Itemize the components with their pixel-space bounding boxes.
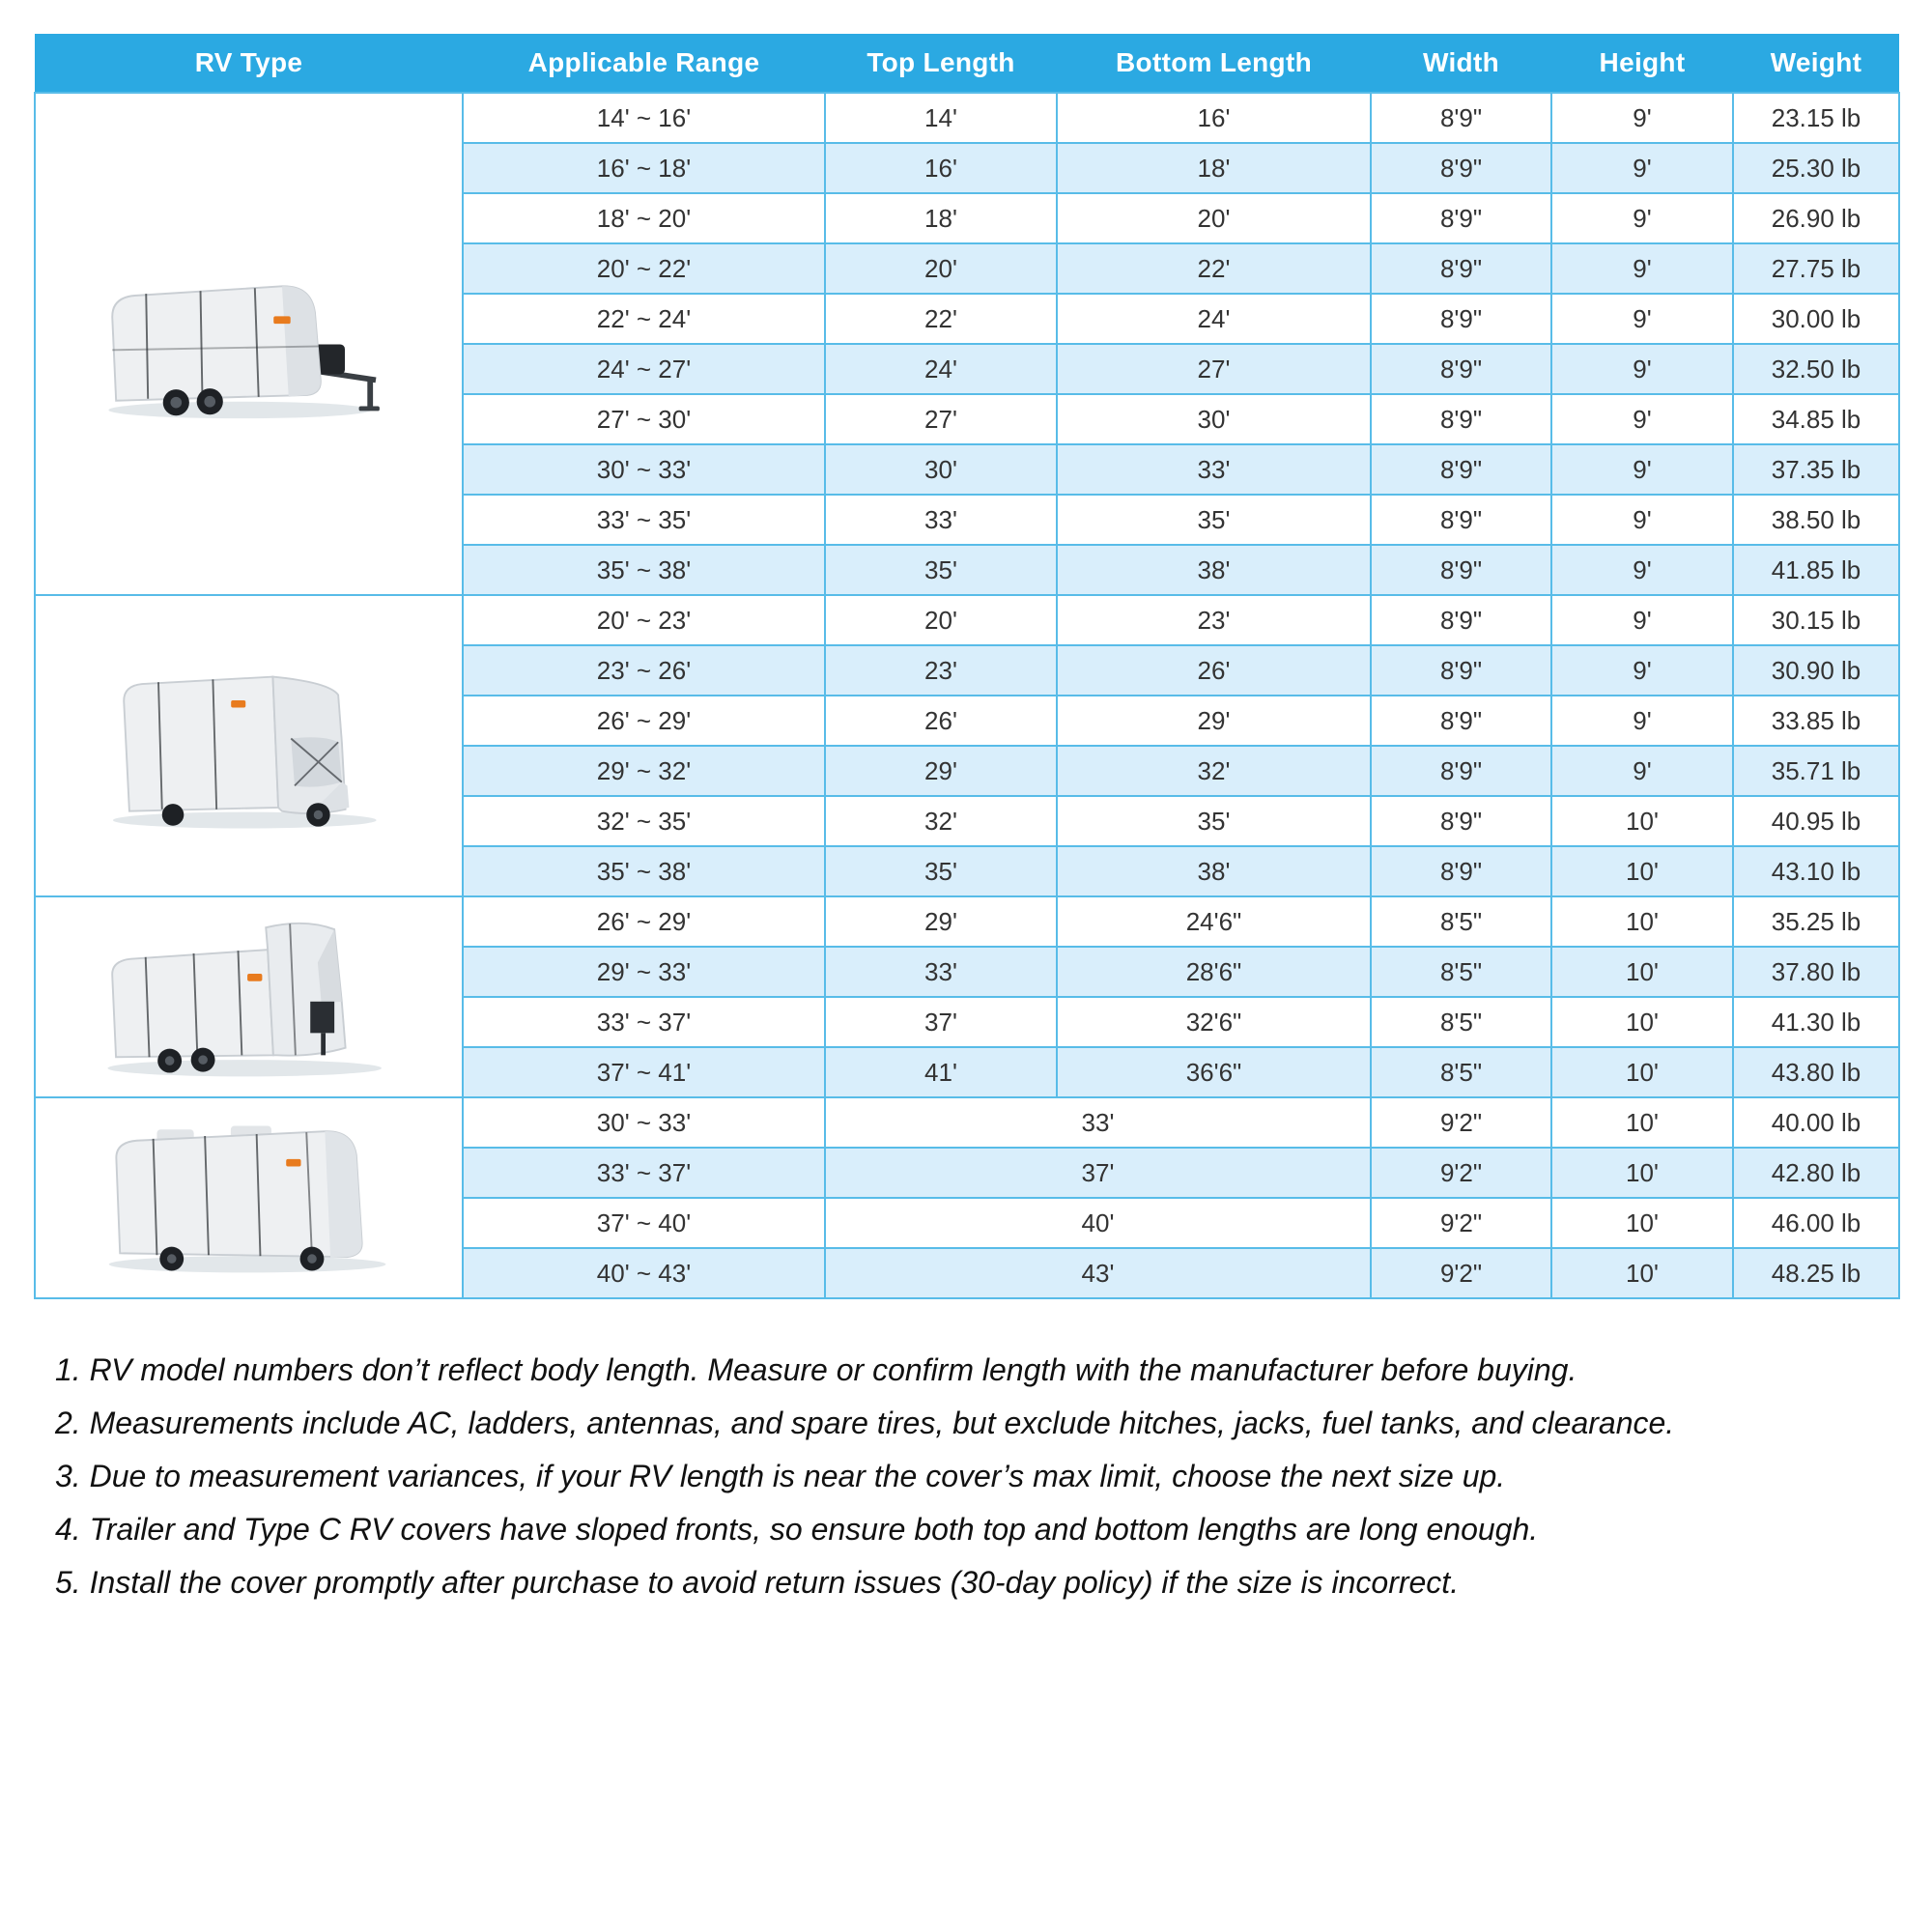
cell-applicable-range: 18' ~ 20' — [463, 193, 825, 243]
cell-applicable-range: 30' ~ 33' — [463, 1097, 825, 1148]
cell-width: 8'9" — [1371, 746, 1551, 796]
cell-weight: 41.85 lb — [1733, 545, 1899, 595]
fifth-wheel-illustration — [37, 909, 461, 1085]
cell-weight: 32.50 lb — [1733, 344, 1899, 394]
cell-weight: 43.80 lb — [1733, 1047, 1899, 1097]
cell-top-length: 33' — [825, 495, 1057, 545]
cell-top-length: 23' — [825, 645, 1057, 696]
cell-top-length: 32' — [825, 796, 1057, 846]
header-height: Height — [1551, 34, 1733, 93]
cell-top-length: 20' — [825, 595, 1057, 645]
cell-applicable-range: 14' ~ 16' — [463, 93, 825, 143]
cell-applicable-range: 37' ~ 40' — [463, 1198, 825, 1248]
cell-bottom-length: 18' — [1057, 143, 1371, 193]
cell-top-length: 35' — [825, 545, 1057, 595]
cell-bottom-length: 28'6" — [1057, 947, 1371, 997]
cell-width: 8'9" — [1371, 243, 1551, 294]
cell-top-length: 33' — [825, 947, 1057, 997]
header-top-length: Top Length — [825, 34, 1057, 93]
cell-weight: 38.50 lb — [1733, 495, 1899, 545]
cell-bottom-length: 24'6" — [1057, 896, 1371, 947]
cell-bottom-length: 36'6" — [1057, 1047, 1371, 1097]
cell-applicable-range: 27' ~ 30' — [463, 394, 825, 444]
cell-applicable-range: 20' ~ 23' — [463, 595, 825, 645]
cell-height: 9' — [1551, 143, 1733, 193]
cell-top-length: 14' — [825, 93, 1057, 143]
cell-height: 10' — [1551, 997, 1733, 1047]
cell-weight: 25.30 lb — [1733, 143, 1899, 193]
cell-weight: 41.30 lb — [1733, 997, 1899, 1047]
cell-height: 10' — [1551, 1198, 1733, 1248]
cell-height: 9' — [1551, 645, 1733, 696]
cell-width: 8'9" — [1371, 545, 1551, 595]
cell-width: 8'5" — [1371, 1047, 1551, 1097]
cell-weight: 37.35 lb — [1733, 444, 1899, 495]
cell-merged-length: 43' — [825, 1248, 1371, 1298]
fifth-wheel-image-cell — [35, 896, 463, 1097]
cell-applicable-range: 29' ~ 33' — [463, 947, 825, 997]
cell-applicable-range: 16' ~ 18' — [463, 143, 825, 193]
cell-width: 8'9" — [1371, 796, 1551, 846]
class-c-motorhome-image-cell — [35, 595, 463, 896]
cell-weight: 33.85 lb — [1733, 696, 1899, 746]
cell-top-length: 24' — [825, 344, 1057, 394]
header-applicable-range: Applicable Range — [463, 34, 825, 93]
cell-weight: 48.25 lb — [1733, 1248, 1899, 1298]
cell-applicable-range: 40' ~ 43' — [463, 1248, 825, 1298]
cell-applicable-range: 20' ~ 22' — [463, 243, 825, 294]
cell-bottom-length: 20' — [1057, 193, 1371, 243]
cell-width: 8'5" — [1371, 997, 1551, 1047]
cell-top-length: 16' — [825, 143, 1057, 193]
cell-applicable-range: 29' ~ 32' — [463, 746, 825, 796]
cell-height: 9' — [1551, 595, 1733, 645]
cell-top-length: 37' — [825, 997, 1057, 1047]
cell-applicable-range: 23' ~ 26' — [463, 645, 825, 696]
cell-height: 9' — [1551, 243, 1733, 294]
cell-top-length: 22' — [825, 294, 1057, 344]
cell-bottom-length: 35' — [1057, 796, 1371, 846]
cell-height: 9' — [1551, 495, 1733, 545]
table-row — [35, 896, 1899, 947]
cell-bottom-length: 16' — [1057, 93, 1371, 143]
cell-height: 9' — [1551, 344, 1733, 394]
cell-top-length: 29' — [825, 896, 1057, 947]
cell-top-length: 27' — [825, 394, 1057, 444]
cell-weight: 30.00 lb — [1733, 294, 1899, 344]
cell-height: 9' — [1551, 93, 1733, 143]
cell-applicable-range: 37' ~ 41' — [463, 1047, 825, 1097]
cell-width: 9'2" — [1371, 1148, 1551, 1198]
cell-width: 8'9" — [1371, 645, 1551, 696]
class-a-motorhome-illustration — [37, 1115, 461, 1281]
cell-bottom-length: 22' — [1057, 243, 1371, 294]
cell-bottom-length: 27' — [1057, 344, 1371, 394]
cell-height: 10' — [1551, 796, 1733, 846]
cell-weight: 46.00 lb — [1733, 1198, 1899, 1248]
cell-bottom-length: 32'6" — [1057, 997, 1371, 1047]
cell-applicable-range: 26' ~ 29' — [463, 896, 825, 947]
class-c-motorhome-illustration — [37, 655, 461, 837]
cell-height: 10' — [1551, 947, 1733, 997]
cell-applicable-range: 35' ~ 38' — [463, 545, 825, 595]
class-c-motorhome-image — [95, 655, 404, 837]
cell-width: 8'9" — [1371, 495, 1551, 545]
cell-merged-length: 33' — [825, 1097, 1371, 1148]
cell-bottom-length: 29' — [1057, 696, 1371, 746]
cell-height: 9' — [1551, 193, 1733, 243]
cell-width: 8'5" — [1371, 896, 1551, 947]
cell-width: 8'9" — [1371, 846, 1551, 896]
header-weight: Weight — [1733, 34, 1899, 93]
header-rv-type: RV Type — [35, 34, 463, 93]
cell-weight: 26.90 lb — [1733, 193, 1899, 243]
class-a-motorhome-image-cell — [35, 1097, 463, 1298]
cell-height: 10' — [1551, 1097, 1733, 1148]
note-5: 5. Install the cover promptly after purchase to avoid return issues (30-day policy) if the size is incorrect. — [55, 1565, 1460, 1600]
table-header-row — [35, 34, 1899, 93]
cell-applicable-range: 33' ~ 37' — [463, 997, 825, 1047]
travel-trailer-image — [90, 260, 409, 429]
cell-applicable-range: 33' ~ 37' — [463, 1148, 825, 1198]
cell-weight: 40.00 lb — [1733, 1097, 1899, 1148]
cell-applicable-range: 24' ~ 27' — [463, 344, 825, 394]
cell-width: 9'2" — [1371, 1097, 1551, 1148]
rv-cover-size-table — [34, 34, 1900, 1299]
cell-weight: 37.80 lb — [1733, 947, 1899, 997]
fifth-wheel-image — [90, 909, 409, 1085]
cell-applicable-range: 32' ~ 35' — [463, 796, 825, 846]
cell-weight: 40.95 lb — [1733, 796, 1899, 846]
cell-width: 9'2" — [1371, 1248, 1551, 1298]
cell-weight: 42.80 lb — [1733, 1148, 1899, 1198]
cell-applicable-range: 35' ~ 38' — [463, 846, 825, 896]
cell-width: 8'9" — [1371, 193, 1551, 243]
cell-width: 8'9" — [1371, 696, 1551, 746]
cell-bottom-length: 35' — [1057, 495, 1371, 545]
cell-bottom-length: 23' — [1057, 595, 1371, 645]
cell-height: 9' — [1551, 696, 1733, 746]
cell-top-length: 41' — [825, 1047, 1057, 1097]
table-row — [35, 93, 1899, 143]
cell-top-length: 26' — [825, 696, 1057, 746]
cell-width: 8'9" — [1371, 93, 1551, 143]
cell-height: 10' — [1551, 846, 1733, 896]
cell-height: 9' — [1551, 746, 1733, 796]
cell-weight: 35.25 lb — [1733, 896, 1899, 947]
note-4: 4. Trailer and Type C RV covers have sloped fronts, so ensure both top and bottom lengths are long enough. — [55, 1512, 1539, 1547]
cell-applicable-range: 30' ~ 33' — [463, 444, 825, 495]
cell-merged-length: 40' — [825, 1198, 1371, 1248]
cell-height: 9' — [1551, 545, 1733, 595]
cell-weight: 43.10 lb — [1733, 846, 1899, 896]
cell-height: 10' — [1551, 896, 1733, 947]
cell-height: 9' — [1551, 444, 1733, 495]
cell-top-length: 35' — [825, 846, 1057, 896]
cell-top-length: 18' — [825, 193, 1057, 243]
table-row — [35, 595, 1899, 645]
note-3: 3. Due to measurement variances, if your RV length is near the cover’s max limit, choose the next size up. — [55, 1459, 1506, 1493]
cell-applicable-range: 26' ~ 29' — [463, 696, 825, 746]
cell-width: 8'9" — [1371, 595, 1551, 645]
cell-width: 8'9" — [1371, 294, 1551, 344]
travel-trailer-image-cell — [35, 93, 463, 595]
cell-width: 8'5" — [1371, 947, 1551, 997]
cell-width: 8'9" — [1371, 143, 1551, 193]
size-table-body — [35, 93, 1899, 1298]
header-width: Width — [1371, 34, 1551, 93]
cell-bottom-length: 26' — [1057, 645, 1371, 696]
cell-bottom-length: 32' — [1057, 746, 1371, 796]
cell-width: 8'9" — [1371, 394, 1551, 444]
cell-width: 8'9" — [1371, 344, 1551, 394]
cell-bottom-length: 33' — [1057, 444, 1371, 495]
cell-height: 9' — [1551, 394, 1733, 444]
cell-bottom-length: 24' — [1057, 294, 1371, 344]
cell-top-length: 20' — [825, 243, 1057, 294]
cell-merged-length: 37' — [825, 1148, 1371, 1198]
cell-weight: 30.15 lb — [1733, 595, 1899, 645]
note-1: 1. RV model numbers don’t reflect body length. Measure or confirm length with the manufacturer before buying. — [55, 1352, 1577, 1387]
cell-height: 10' — [1551, 1248, 1733, 1298]
notes-section — [55, 1344, 1900, 1609]
cell-weight: 23.15 lb — [1733, 93, 1899, 143]
cell-height: 10' — [1551, 1148, 1733, 1198]
class-a-motorhome-image — [90, 1115, 409, 1281]
cell-weight: 34.85 lb — [1733, 394, 1899, 444]
cell-weight: 30.90 lb — [1733, 645, 1899, 696]
cell-bottom-length: 38' — [1057, 846, 1371, 896]
cell-height: 9' — [1551, 294, 1733, 344]
cell-height: 10' — [1551, 1047, 1733, 1097]
travel-trailer-illustration — [37, 260, 461, 429]
cell-applicable-range: 33' ~ 35' — [463, 495, 825, 545]
cell-weight: 27.75 lb — [1733, 243, 1899, 294]
table-row — [35, 1097, 1899, 1148]
cell-bottom-length: 38' — [1057, 545, 1371, 595]
cell-weight: 35.71 lb — [1733, 746, 1899, 796]
header-bottom-length: Bottom Length — [1057, 34, 1371, 93]
cell-applicable-range: 22' ~ 24' — [463, 294, 825, 344]
cell-width: 8'9" — [1371, 444, 1551, 495]
cell-top-length: 30' — [825, 444, 1057, 495]
cell-bottom-length: 30' — [1057, 394, 1371, 444]
cell-top-length: 29' — [825, 746, 1057, 796]
cell-width: 9'2" — [1371, 1198, 1551, 1248]
note-2: 2. Measurements include AC, ladders, antennas, and spare tires, but exclude hitches, jacks, fuel tanks, and clearance. — [55, 1406, 1675, 1440]
